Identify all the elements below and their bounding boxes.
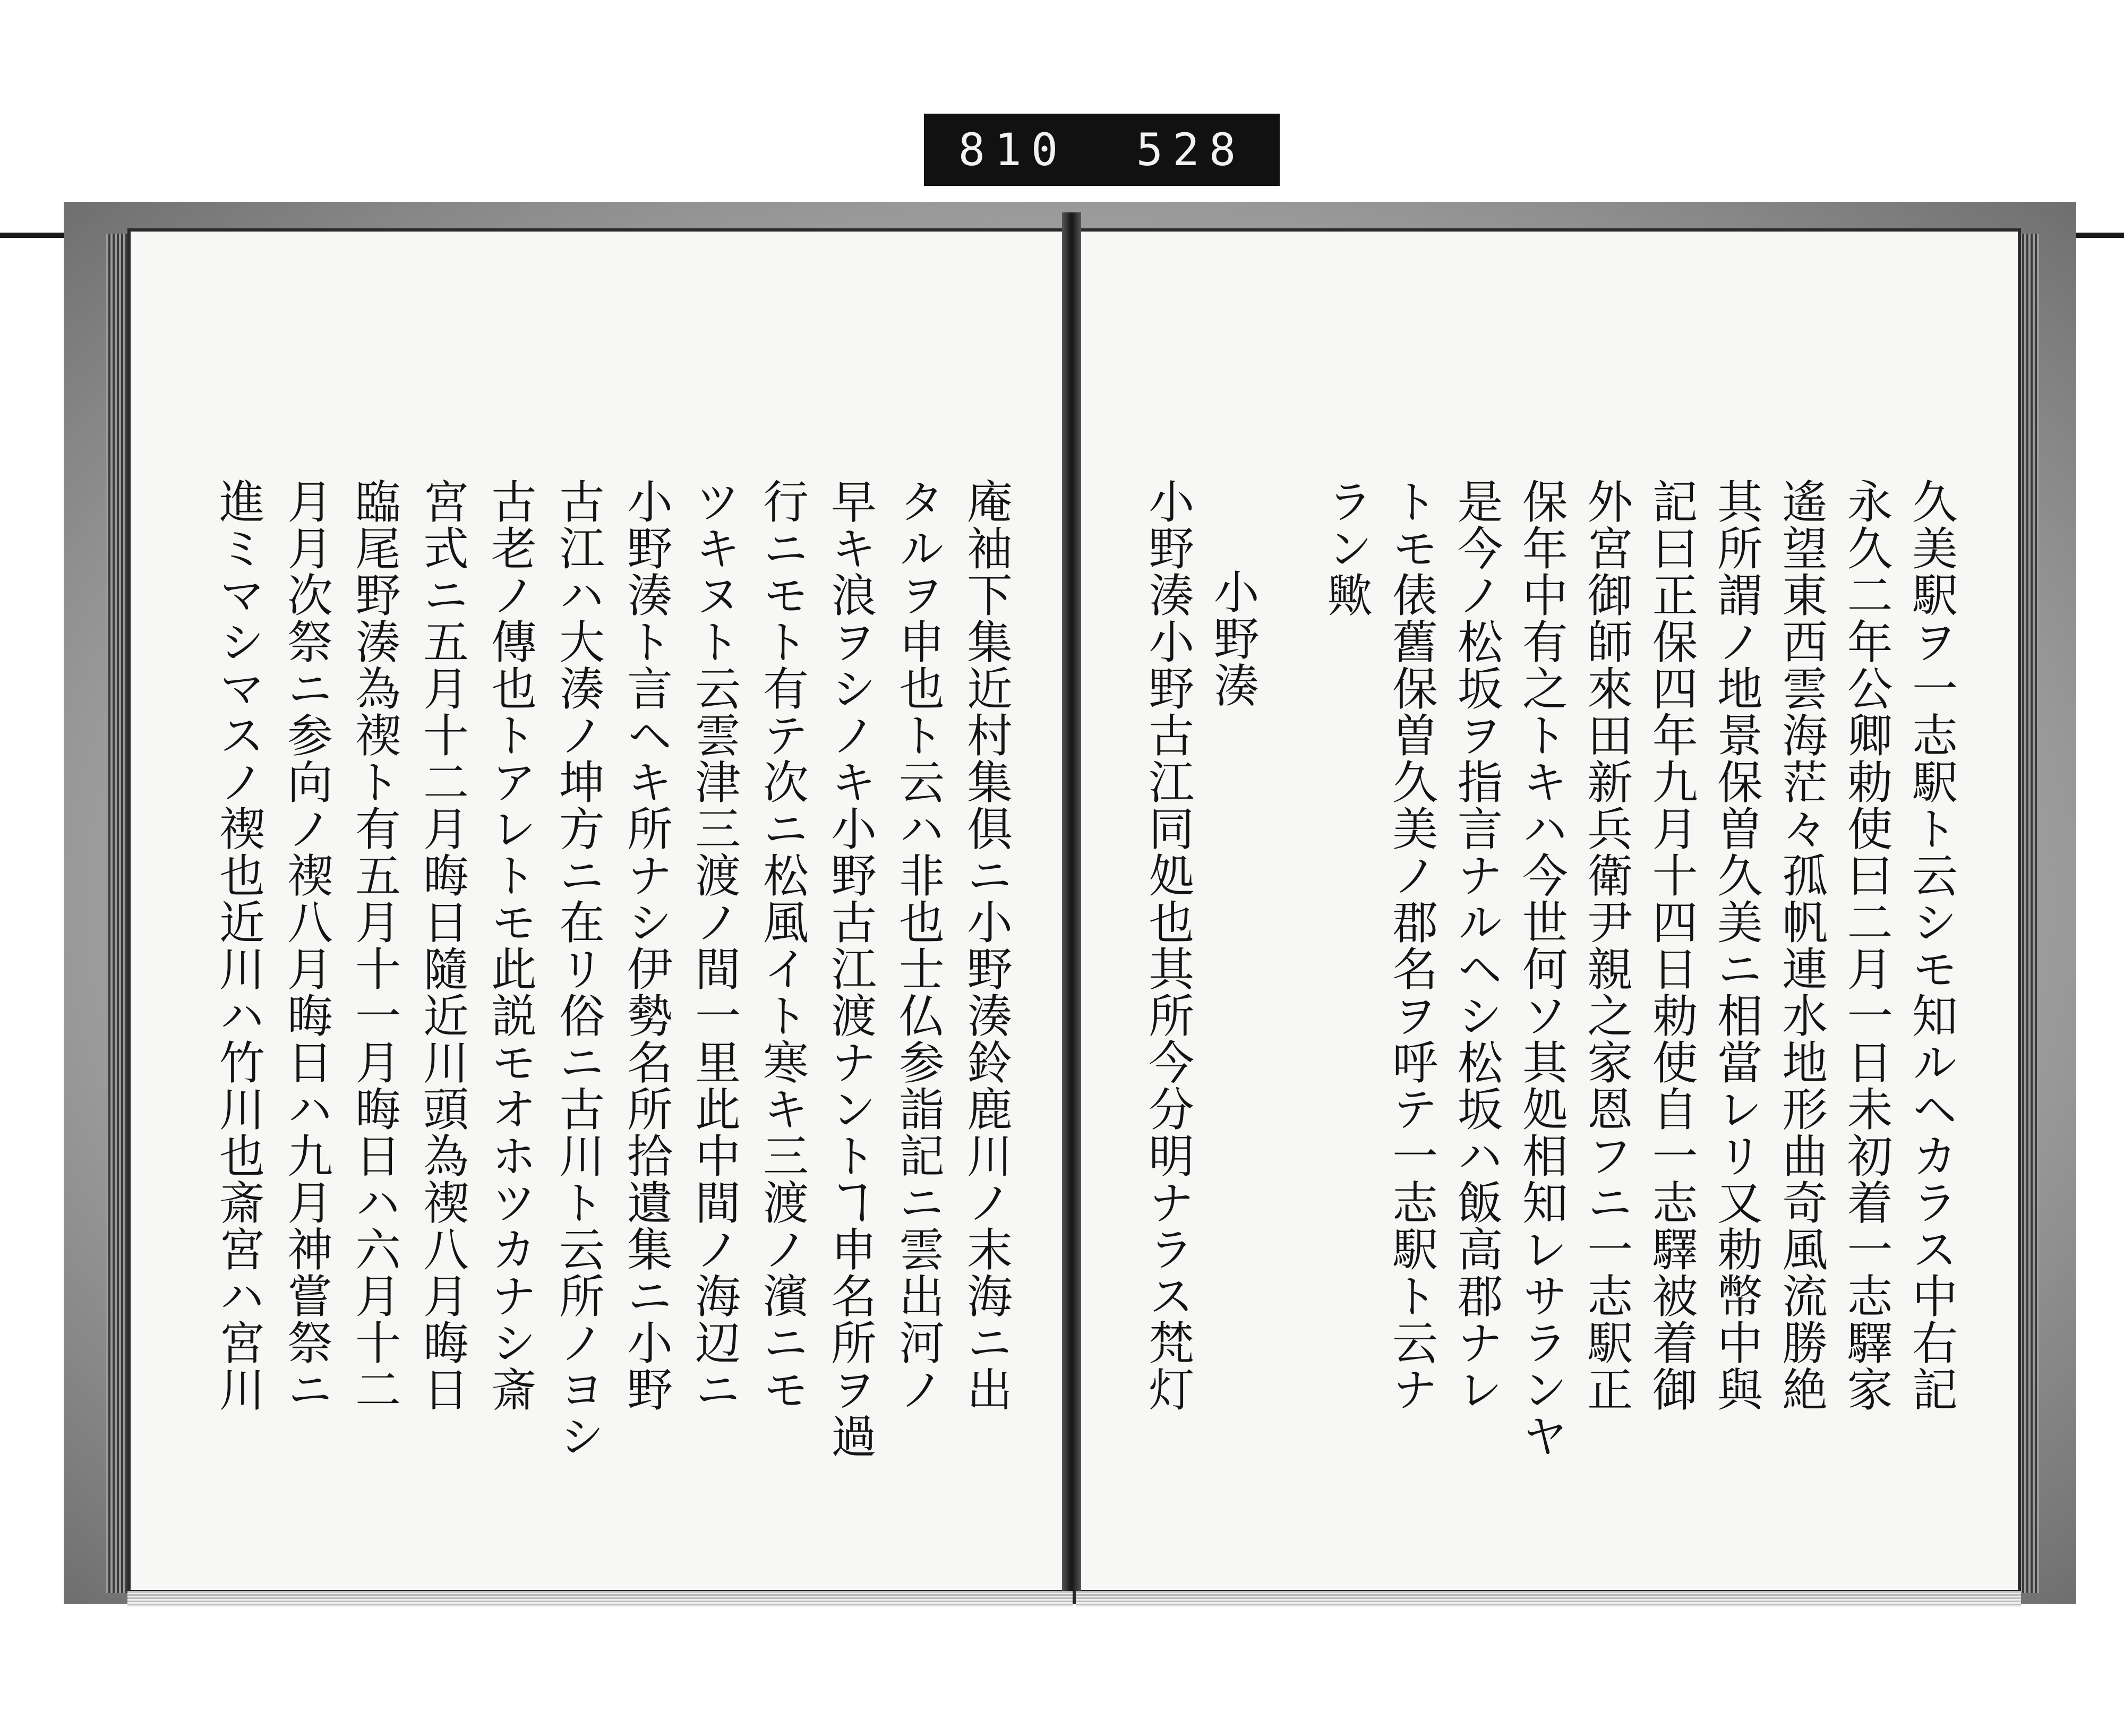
text-column: ツキヌト云雲津三渡ノ間一里此中間ノ海辺ニ bbox=[687, 478, 740, 1413]
text-column: 宮式ニ五月十二月晦日隨近川頭為禊八月晦日 bbox=[415, 478, 468, 1413]
text-column: 進ミマシマスノ禊也近川ハ竹川也斎宮ハ宮川 bbox=[211, 478, 264, 1413]
text-column: 是今ノ松坂ヲ指言ナルヘシ松坂ハ飯高郡ナレ bbox=[1449, 478, 1503, 1413]
text-column: 記曰正保四年九月十四日勅使自一志驛被着御 bbox=[1644, 478, 1698, 1413]
text-column: 庵袖下集近村集俱ニ小野湊鈴鹿川ノ末海ニ出 bbox=[959, 478, 1012, 1413]
left-fore-edge bbox=[106, 234, 127, 1593]
text-column: 其所謂ノ地景保曽久美ニ相當レリ又勅幣中與 bbox=[1709, 478, 1762, 1413]
text-column: 久美駅ヲ一志駅ト云シモ知ルヘカラス中右記 bbox=[1904, 478, 1957, 1413]
text-column: 古江ハ大湊ノ坤方ニ在リ俗ニ古川ト云所ノヨシ bbox=[551, 478, 604, 1459]
text-column: ラン歟 bbox=[1319, 478, 1373, 618]
text-column: 保年中有之トキハ今世何ソ其処相知レサランヤ bbox=[1514, 478, 1568, 1459]
left-page-bottom-edge bbox=[127, 1591, 1073, 1607]
frame-number-right: 528 bbox=[1136, 124, 1246, 176]
text-column: 永久二年公卿勅使曰二月一日未初着一志驛家 bbox=[1839, 478, 1892, 1413]
column-spacer bbox=[1266, 478, 1315, 1540]
section-heading: 小野湊 bbox=[1205, 568, 1259, 708]
frame-number-label bbox=[924, 114, 1280, 186]
left-page-text bbox=[191, 478, 1020, 1540]
text-column: 古老ノ傳也トアレトモ此説モオホツカナシ斎 bbox=[483, 478, 536, 1413]
text-column: 月月次祭ニ参向ノ禊八月晦日ハ九月神嘗祭ニ bbox=[279, 478, 332, 1413]
frame-number-left: 810 bbox=[958, 124, 1068, 176]
text-column: 小野湊小野古江同処也其所今分明ナラス梵灯 bbox=[1141, 478, 1194, 1413]
book-gutter bbox=[1062, 212, 1081, 1604]
text-column: タルヲ申也ト云ハ非也士仏参詣記ニ雲出河ノ bbox=[891, 478, 944, 1413]
text-column: 小野湊ト言ヘキ所ナシ伊勢名所拾遺集ニ小野 bbox=[619, 478, 672, 1413]
text-column: 行ニモト有テ次ニ松風イト寒キ三渡ノ濱ニモ bbox=[755, 478, 808, 1413]
right-page-text bbox=[1136, 478, 1965, 1540]
text-column: 早キ浪ヲシノキ小野古江渡ナントヿ申名所ヲ過 bbox=[823, 478, 876, 1459]
text-column: 臨尾野湊為禊ト有五月十一月晦日ハ六月十二 bbox=[347, 478, 400, 1413]
right-fore-edge bbox=[2018, 234, 2039, 1593]
text-column: 外宮御師來田新兵衛尹親之家恩フニ一志駅正 bbox=[1579, 478, 1633, 1413]
text-column: 遙望東西雲海茫々孤帆連水地形曲奇風流勝絶 bbox=[1774, 478, 1828, 1413]
text-column: トモ俵舊保曽久美ノ郡名ヲ呼テ一志駅ト云ナ bbox=[1384, 478, 1438, 1413]
